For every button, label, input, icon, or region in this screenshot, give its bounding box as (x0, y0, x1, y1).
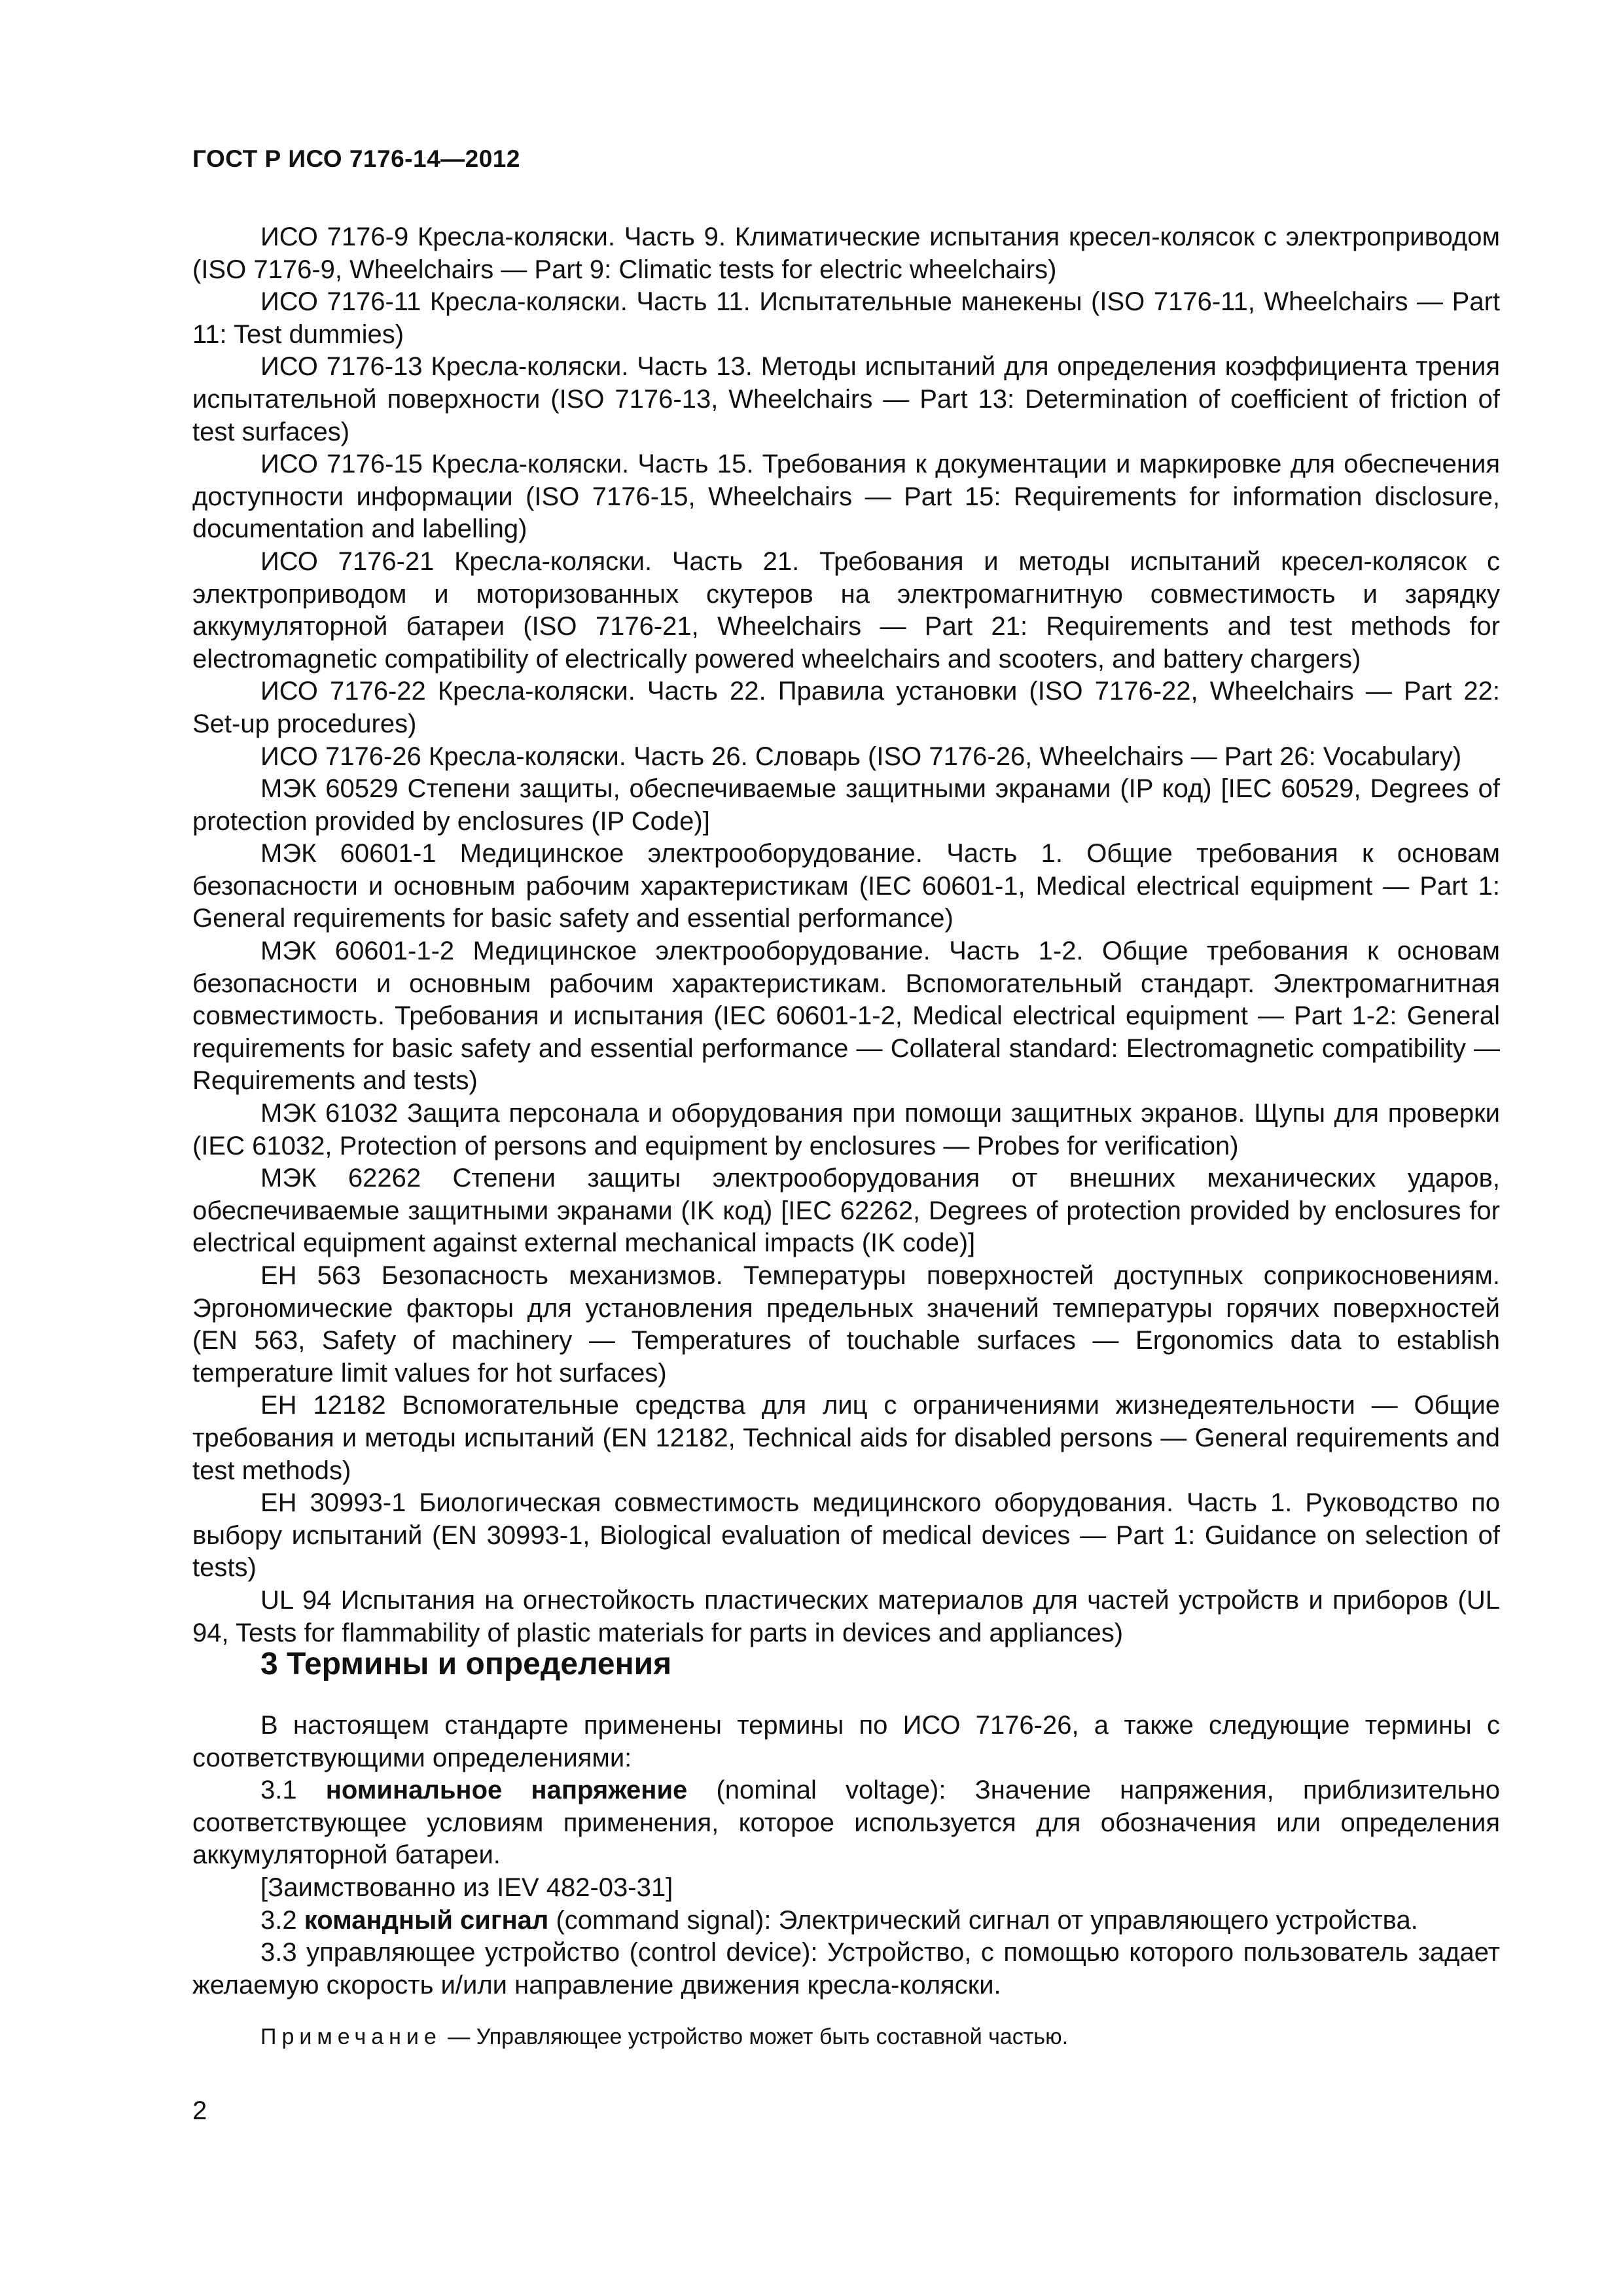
term-3-2 (192, 1905, 1500, 1937)
reference-item: UL 94 Испытания на огнестойкость пластических материалов для частей устройств и приборов (UL 94, Tests for flammability of plastic materials for parts in devices and appliances) (192, 1585, 1500, 1647)
reference-item: ЕН 12182 Вспомогательные средства для лиц с ограничениями жизнедеятельности — Общие требования и методы испытаний (EN 12182, Technical aids for disabled persons — General requirements and test methods) (192, 1391, 1500, 1485)
reference-item: МЭК 60601-1 Медицинское электрооборудование. Часть 1. Общие требования к основам безопасности и основным рабочим характеристикам (IEC 60601-1, Medical electrical equipment — Part 1: General requirements for basic safety and essential performance) (192, 839, 1500, 933)
note-text: — Управляющее устройство может быть составной частью. (448, 2024, 1069, 2049)
term-name: командный сигнал (304, 1905, 549, 1935)
reference-item: ИСО 7176-11 Кресла-коляски. Часть 11. Испытательные манекены (ISO 7176-11, Wheelchairs — Part 11: Test dummies) (192, 287, 1500, 349)
term-definition: (nominal voltage): Значение напряжения, приблизительно соответствующее условиям применения, которое используется для обозначения или определения аккумуляторной батареи. (192, 1776, 1500, 1870)
term-source: [Заимствованно из IEV 482-03-31] (260, 1873, 673, 1902)
term-3-3: 3.3 управляющее устройство (control device): Устройство, с помощью которого пользователь задает желаемую скорость и/или направление движения кресла-коляски. (192, 1938, 1500, 2000)
page-number: 2 (192, 2096, 207, 2125)
term-name: номинальное напряжение (325, 1776, 688, 1805)
reference-item: МЭК 60529 Степени защиты, обеспечиваемые защитными экранами (IP код) [IEC 60529, Degrees of protection provided by enclosures (IP Code)] (192, 774, 1500, 836)
reference-item: МЭК 61032 Защита персонала и оборудования при помощи защитных экранов. Щупы для проверки (IEC 61032, Protection of persons and equipment by enclosures — Probes for verification) (192, 1099, 1500, 1160)
note-label: Примечание (260, 2024, 442, 2049)
section-intro: В настоящем стандарте применены термины по ИСО 7176-26, а также следующие термины с соответствующими определениями: (192, 1711, 1500, 1772)
reference-item: ИСО 7176-22 Кресла-коляски. Часть 22. Правила установки (ISO 7176-22, Wheelchairs — Part 22: Set-up procedures) (192, 677, 1500, 738)
section-title: 3 Термины и определения (260, 1647, 672, 1681)
reference-item: ИСО 7176-13 Кресла-коляски. Часть 13. Методы испытаний для определения коэффициента трения испытательной поверхности (ISO 7176-13, Wheelchairs — Part 13: Determination of coefficient of friction of test surfaces) (192, 352, 1500, 446)
normative-references (192, 221, 1500, 1649)
reference-item: ЕН 563 Безопасность механизмов. Температуры поверхностей доступных соприкосновениям. Эргономические факторы для установления предельных значений температуры горячих поверхностей (EN 563, Safety of machinery — Temperatures of touchable surfaces — Ergonomics data to establish temperature limit values for hot surfaces) (192, 1261, 1500, 1388)
reference-item: ИСО 7176-26 Кресла-коляски. Часть 26. Словарь (ISO 7176-26, Wheelchairs — Part 26: Vocabulary) (260, 742, 1462, 771)
term-3-1 (192, 1774, 1500, 1872)
section-terms (192, 1710, 1500, 2001)
reference-item: МЭК 60601-1-2 Медицинское электрооборудование. Часть 1-2. Общие требования к основам безопасности и основным рабочим характеристикам. Вспомогательный стандарт. Электромагнитная совместимость. Требования и испытания (IEC 60601-1-2, Medical electrical equipment — Part 1-2: General requirements for basic safety and essential performance — Collateral standard: Electromagnetic compatibility — Requirements and tests) (192, 937, 1500, 1096)
note (260, 2024, 1068, 2050)
reference-item: ЕН 30993-1 Биологическая совместимость медицинского оборудования. Часть 1. Руководство по выбору испытаний (EN 30993-1, Biological evaluation of medical devices — Part 1: Guidance on selection of tests) (192, 1488, 1500, 1583)
reference-item: МЭК 62262 Степени защиты электрооборудования от внешних механических ударов, обеспечиваемые защитными экранами (IK код) [IEC 62262, Degrees of protection provided by enclosures for electrical equipment against external mechanical impacts (IK code)] (192, 1164, 1500, 1258)
reference-item: ИСО 7176-21 Кресла-коляски. Часть 21. Требования и методы испытаний кресел-колясок с электроприводом и моторизованных скутеров на электромагнитную совместимость и зарядку аккумуляторной батареи (ISO 7176-21, Wheelchairs — Part 21: Requirements and test methods for electromagnetic compatibility of electrically powered wheelchairs and scooters, and battery chargers) (192, 547, 1500, 673)
document-header: ГОСТ Р ИСО 7176-14—2012 (192, 145, 520, 172)
reference-item: ИСО 7176-9 Кресла-коляски. Часть 9. Климатические испытания кресел-колясок с электроприводом (ISO 7176-9, Wheelchairs — Part 9: Climatic tests for electric wheelchairs) (192, 223, 1500, 284)
reference-item: ИСО 7176-15 Кресла-коляски. Часть 15. Требования к документации и маркировке для обеспечения доступности информации (ISO 7176-15, Wheelchairs — Part 15: Requirements for information disclosure, documentation and labelling) (192, 450, 1500, 544)
term-number: 3.2 (260, 1905, 297, 1935)
term-number: 3.1 (260, 1776, 297, 1805)
term-definition: (command signal): Электрический сигнал от управляющего устройства. (556, 1905, 1418, 1935)
